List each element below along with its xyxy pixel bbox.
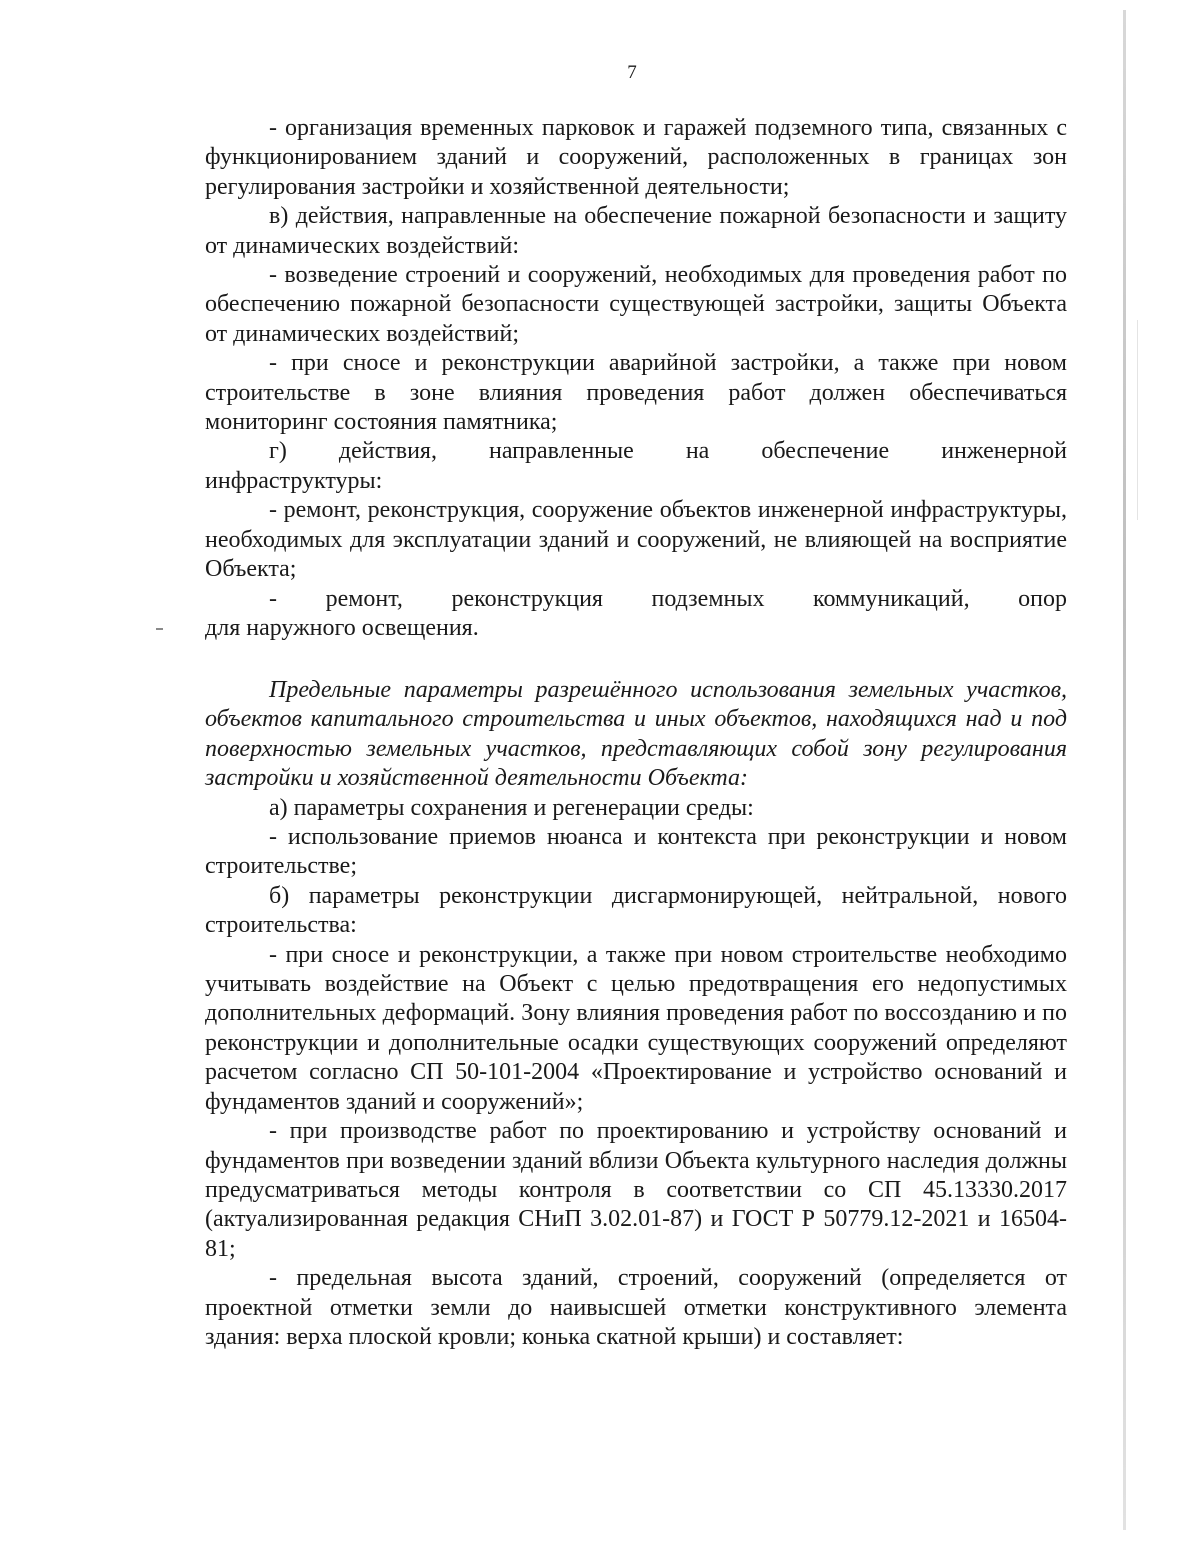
paragraph-engineering-heading-cont: инфраструктуры: xyxy=(205,467,383,494)
paragraph-underground-utilities: - ремонт, реконструкция подземных коммуникаций, опор xyxy=(269,585,1067,612)
scan-artifact-mark xyxy=(156,628,163,630)
list-continuation xyxy=(205,114,1067,643)
paragraph-nuance-context: - использование приемов нюанса и контекста при реконструкции и новом строительстве; xyxy=(205,824,1067,880)
paragraph-reconstruction-parameters: б) параметры реконструкции дисгармонирующей, нейтральной, нового строительства: xyxy=(205,882,1067,939)
paragraph-height-limit: - предельная высота зданий, строений, сооружений (определяется от проектной отметки земли до наивысшей отметки конструктивного элемента здания: верха плоской кровли; конька скатной крыши) и составляет: xyxy=(205,1265,1067,1350)
paragraph-emergency-demolition: - при сносе и реконструкции аварийной застройки, а также при новом строительстве в зоне влияния проведения работ должен обеспечиваться мониторинг состояния памятника; xyxy=(205,350,1067,436)
paragraph-environment-parameters: а) параметры сохранения и регенерации среды: xyxy=(269,794,754,821)
paragraph-fire-safety-construction: - возведение строений и сооружений, необходимых для проведения работ по обеспечению пожарной безопасности существующей застройки, защиты Объекта от динамических воздействий; xyxy=(205,262,1067,347)
scan-edge-line xyxy=(1123,10,1126,1530)
scan-edge-line-faint xyxy=(1137,320,1138,520)
paragraph-parking: - организация временных парковок и гаражей подземного типа, связанных с функционированием зданий и сооружений, расположенных в границах зон регулирования застройки и хозяйственной деятельности; xyxy=(205,115,1067,200)
paragraph-deformation-control: - при сносе и реконструкции, а также при новом строительстве необходимо учитывать воздействие на Объект с целью предотвращения его недопустимых дополнительных деформаций. Зону влияния проведения работ по воссозданию и по реконструкции и дополнительные осадки существующих сооружений определяют расчетом согласно СП 50-101-2004 «Проектирование и устройство оснований и фундаментов зданий и сооружений»; xyxy=(205,941,1067,1115)
parameters-section xyxy=(205,676,1067,1352)
page-number: 7 xyxy=(627,62,637,83)
paragraph-fire-safety-heading: в) действия, направленные на обеспечение пожарной безопасности и защиту от динамических воздействий: xyxy=(205,203,1067,259)
paragraph-underground-utilities-cont: для наружного освещения. xyxy=(205,614,479,641)
paragraph-engineering-repair: - ремонт, реконструкция, сооружение объектов инженерной инфраструктуры, необходимых для эксплуатации зданий и сооружений, не влияющей на восприятие Объекта; xyxy=(205,497,1067,583)
paragraph-engineering-heading: г) действия, направленные на обеспечение инженерной xyxy=(269,438,1067,465)
paragraph-foundation-works: - при производстве работ по проектированию и устройству оснований и фундаментов при возведении зданий вблизи Объекта культурного наследия должны предусматриваться методы контроля в соответствии со СП 45.13330.2017 (актуализированная редакция СНиП 3.02.01-87) и ГОСТ Р 50779.12-2021 и 16504-81; xyxy=(205,1118,1067,1262)
section-heading: Предельные параметры разрешённого использования земельных участков, объектов капитального строительства и иных объектов, находящихся над и под поверхностью земельных участков, представляющих собой зону регулирования застройки и хозяйственной деятельности Объекта: xyxy=(205,677,1067,792)
